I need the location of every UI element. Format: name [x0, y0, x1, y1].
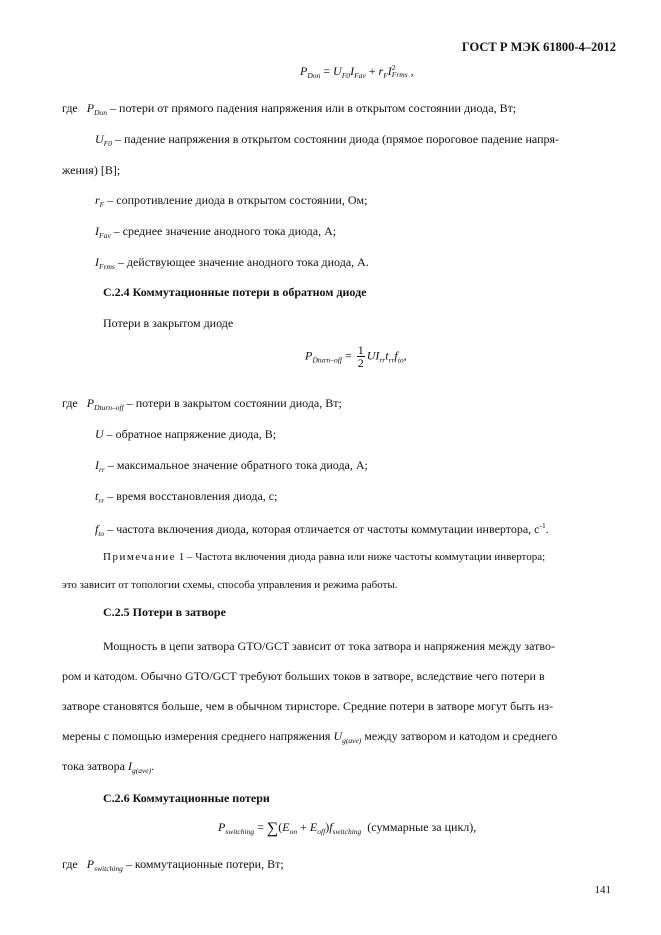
equation-turn-off-loss: $P_{Dturn-off}$ = $\frac{1}{2}$ $UI_{rr}t_{rr}f_{to}$,	[305, 343, 407, 370]
equation-switching-loss: $P_{switching} = \sum(E_{on} + E_{off})f_{switching}$ (суммарные за цикл),	[218, 820, 477, 837]
paragraph-gate-line-3: затворе становятся больше, чем в обычном тиристоре. Средние потери в затворе могут быть из-	[62, 699, 554, 713]
note-1: Примечание 1 – Частота включения диода равна или ниже частоты коммутации инвертора;	[103, 551, 546, 563]
note-1-continued: это зависит от топологии схемы, способа управления и режима работы.	[62, 579, 398, 591]
definition-uf0-continued: жения) [В];	[62, 163, 121, 177]
section-heading-c24: С.2.4 Коммутационные потери в обратном диоде	[103, 285, 367, 299]
paragraph-gate-line-4: мерены с помощью измерения среднего напряжения $U_{g(ave)}$ между затвором и катодом и среднего	[62, 729, 558, 745]
section-heading-c26: С.2.6 Коммутационные потери	[103, 791, 270, 805]
definition-ifrms: $I_{Frms}$ – действующее значение анодного тока диода, А.	[95, 255, 369, 271]
definition-trr: $t_{rr}$ – время восстановления диода, с;	[95, 489, 278, 505]
paragraph-gate-line-1: Мощность в цепи затвора GTO/GCT зависит от тока затвора и напряжения между затво-	[103, 639, 555, 653]
definition-pdturnoff: где $P_{Dturn-off}$ – потери в закрытом состоянии диода, Вт;	[62, 396, 342, 412]
definition-pswitching: где $P_{switching}$ – коммутационные потери, Вт;	[62, 857, 284, 873]
definition-pdon: где $P_{Don}$ – потери от прямого падения напряжения или в открытом состоянии диода, Вт;	[62, 101, 517, 117]
definition-rf: $r_F$ – сопротивление диода в открытом состоянии, Ом;	[95, 193, 368, 209]
paragraph-gate-line-2: ром и катодом. Обычно GTO/GCT требуют больших токов в затворе, вследствие чего потери в	[62, 669, 545, 683]
definition-irr: $I_{rr}$ – максимальное значение обратного тока диода, А;	[95, 458, 368, 474]
definition-ifav: $I_{Fav}$ – среднее значение анодного тока диода, А;	[95, 224, 337, 240]
document-header: ГОСТ Р МЭК 61800-4–2012	[461, 40, 616, 54]
section-heading-c25: С.2.5 Потери в затворе	[103, 605, 226, 619]
equation-forward-loss: $P_{Don} = U_{F0}I_{Fav} + r_FI$ 2 Frms ,	[300, 63, 414, 80]
fraction-one-half: $\frac{1}{2}$	[357, 343, 364, 370]
closed-diode-loss-label: Потери в закрытом диоде	[103, 316, 234, 330]
definition-u: U – обратное напряжение диода, В;	[95, 427, 277, 441]
definition-fto: $f_{to}$ – частота включения диода, которая отличается от частоты коммутации инвертора, $с^{-1}$.	[95, 521, 549, 538]
definition-uf0: $U_{F0}$ – падение напряжения в открытом состоянии диода (прямое пороговое падение напря-	[95, 132, 560, 148]
page-number: 141	[594, 884, 611, 896]
paragraph-gate-line-5: тока затвора $I_{g(ave)}$.	[62, 759, 155, 775]
